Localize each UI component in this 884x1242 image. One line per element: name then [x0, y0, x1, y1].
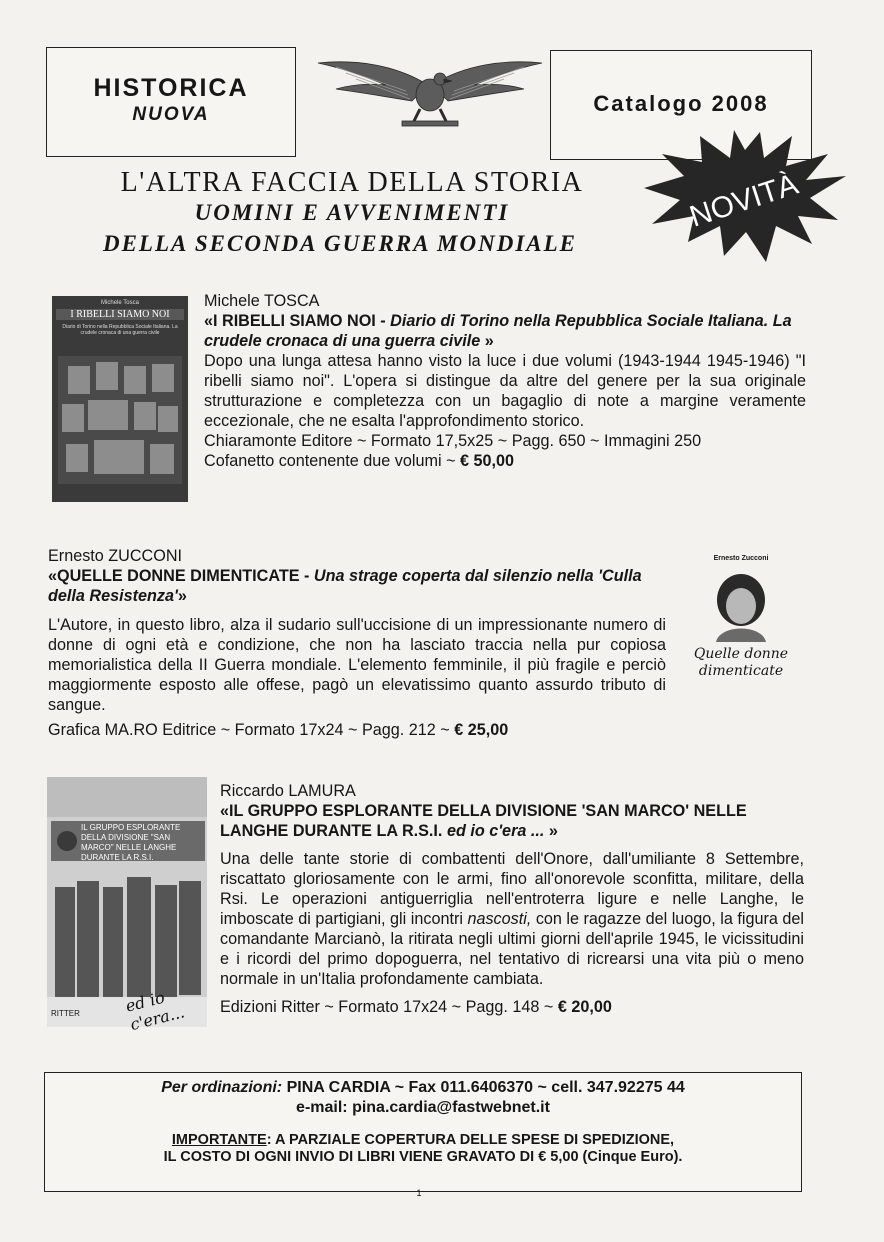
- book-cover-ribelli: [52, 296, 188, 502]
- book-author: Riccardo LAMURA: [220, 782, 356, 800]
- publisher-name: HISTORICA: [93, 74, 249, 102]
- cover-title: Quelle donne dimenticate: [693, 646, 789, 679]
- book-title: «I RIBELLI SIAMO NOI - Diario di Torino nella Repubblica Sociale Italiana. La crudele cronaca di una guerra civile »: [204, 312, 792, 350]
- book-author: Ernesto ZUCCONI: [48, 547, 183, 565]
- novita-starburst-badge: [642, 128, 848, 266]
- book-description: L'Autore, in questo libro, alza il sudario sull'uccisione di un impressionante numero di donne di ogni età e condizione, che non ha lasciato traccia nella pur copiosa memorialistica della II Guerra mondiale. L'elemento femminile, il più fragile e perciò maggiormente esposto alle offese, pagò un elevatissimo quanto assurdo tributo di sangue.: [48, 616, 666, 714]
- book-description: Una delle tante storie di combattenti dell'Onore, dall'umiliante 8 Settembre, riscattato gloriosamente con le armi, fino all'onorevole sconfitta, militare, della Rsi. Le operazioni antiguerriglia nell'entroterra ligure e nelle Langhe, le imboscate di partigiani, gli incontri nascosti, con le ragazze del luogo, la figura del comandante Marcianò, la ritirata negli ultimi giorni dell'aprile 1945, le vicissitudini e i ricordi del primo dopoguerra, nel tentativo di ricrearsi una vita più o meno normale in un'Italia profondamente cambiata.: [220, 850, 804, 988]
- order-info-box: [44, 1072, 802, 1192]
- book-details-line: Edizioni Ritter ~ Formato 17x24 ~ Pagg. 148 ~ € 20,00: [220, 998, 612, 1016]
- book-price: € 25,00: [454, 721, 509, 739]
- book-entry-2: [48, 546, 666, 740]
- book-cover-donne: [688, 555, 794, 739]
- book-price: € 20,00: [557, 998, 612, 1016]
- cover-author: Michele Tosca: [101, 300, 139, 306]
- book-price-line: Cofanetto contenente due volumi ~ € 50,00: [204, 452, 515, 470]
- book-cover-san-marco: [47, 777, 207, 1035]
- page-subheadline-2: DELLA SECONDA GUERRA MONDIALE: [102, 231, 578, 256]
- cover-author: Ernesto Zucconi: [713, 555, 769, 562]
- publisher-logo-box: [46, 47, 296, 157]
- book-details-line: Grafica MA.RO Editrice ~ Formato 17x24 ~ Pagg. 212 ~ € 25,00: [48, 721, 509, 739]
- cover-tagline: ed io c'era...: [123, 987, 187, 1035]
- book-description: Dopo una lunga attesa hanno visto la luce i due volumi (1943-1944 1945-1946) "I ribelli siamo noi". L'opera si distingue da altre del genere per la sua originale strutturazione e completezza con un bagaglio di note a margine veramente eccezionale, che ne esalta l'approfondimento storico.: [204, 352, 806, 430]
- book-title: «QUELLE DONNE DIMENTICATE - Una strage coperta dal silenzio nella 'Culla della Resistenza'»: [48, 567, 642, 605]
- order-email: e-mail: pina.cardia@fastwebnet.it: [296, 1099, 550, 1116]
- book-details: Chiaramonte Editore ~ Formato 17,5x25 ~ Pagg. 650 ~ Immagini 250: [204, 432, 702, 450]
- book-author: Michele TOSCA: [204, 292, 320, 310]
- cover-photo-collage: [58, 356, 182, 484]
- publisher-subname: NUOVA: [132, 104, 210, 125]
- important-notice-line-2: IL COSTO DI OGNI INVIO DI LIBRI VIENE GRAVATO DI € 5,00 (Cinque Euro).: [163, 1149, 683, 1165]
- eagle-emblem-icon: [316, 55, 544, 137]
- book-price: € 50,00: [460, 452, 515, 470]
- order-contact-line: Per ordinazioni: PINA CARDIA ~ Fax 011.6406370 ~ cell. 347.92275 44: [161, 1079, 685, 1096]
- cover-title: IL GRUPPO ESPLORANTE DELLA DIVISIONE "SAN MARCO" NELLE LANGHE DURANTE LA R.S.I.: [81, 823, 181, 862]
- page-subheadline-1: UOMINI E AVVENIMENTI: [194, 200, 510, 225]
- page-number: 1: [416, 1188, 422, 1198]
- cover-publisher: RITTER: [51, 1009, 80, 1018]
- book-entry-1: [204, 291, 806, 471]
- catalog-label: Catalogo 2008: [593, 91, 769, 116]
- novita-label: NOVITÀ: [685, 167, 803, 234]
- cover-title: I RIBELLI SIAMO NOI: [56, 309, 184, 320]
- book-title: «IL GRUPPO ESPLORANTE DELLA DIVISIONE 'SAN MARCO' NELLE LANGHE DURANTE LA R.S.I. ed io c'era ... »: [220, 802, 747, 840]
- page-headline: L'ALTRA FACCIA DELLA STORIA: [120, 167, 584, 198]
- book-entry-3: [220, 781, 804, 1017]
- cover-subtitle: Diario di Torino nella Repubblica Sociale Italiana. La crudele cronaca di una guerra civile: [62, 324, 178, 336]
- cover-portrait: [706, 570, 776, 642]
- important-notice-line-1: IMPORTANTE: A PARZIALE COPERTURA DELLE SPESE DI SPEDIZIONE,: [171, 1132, 675, 1148]
